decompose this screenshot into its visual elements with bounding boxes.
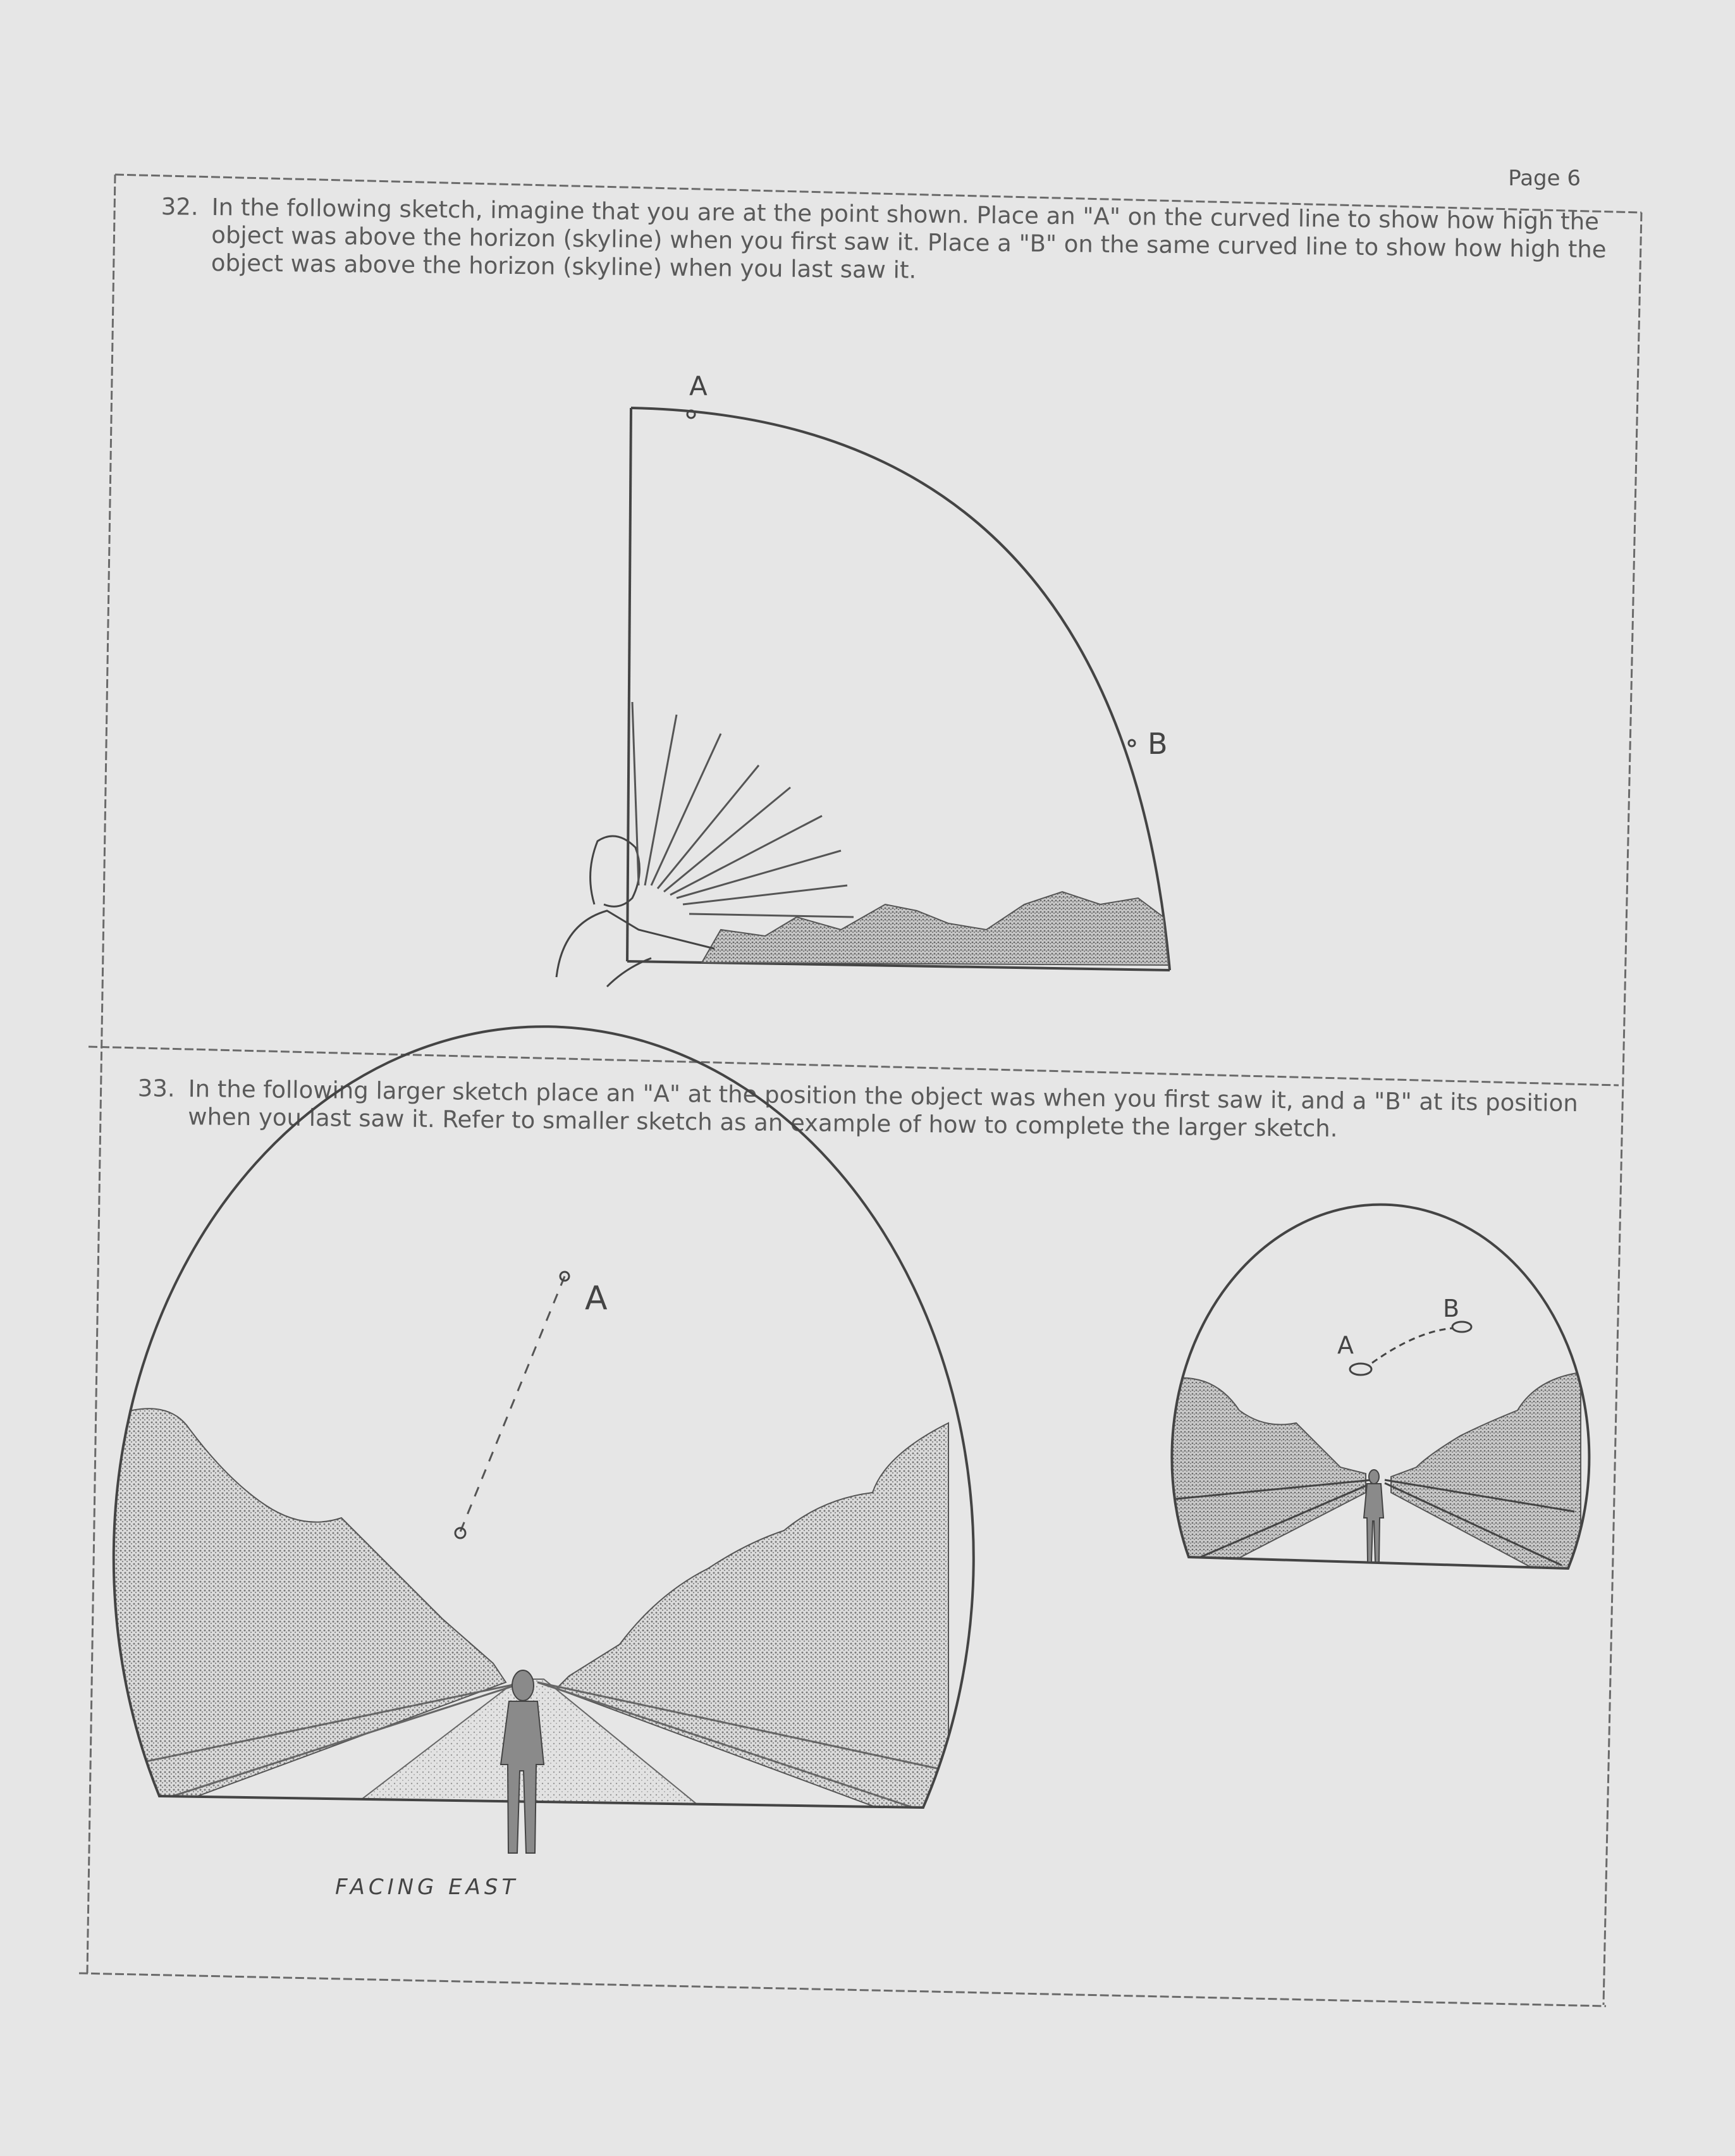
- question-33-number: 33.: [137, 1075, 175, 1102]
- facing-caption: FACING EAST: [335, 1875, 519, 1900]
- page-number: Page 6: [1508, 166, 1581, 191]
- question-32-number: 32.: [161, 193, 199, 221]
- example-man-figure: [1364, 1470, 1383, 1562]
- example-mark-b: B: [1443, 1295, 1460, 1322]
- question-32-text: In the following sketch, imagine that you are at the point shown. Place an "A" on the curved line to show how high the object was above the horizon (skyline) when you first saw it. Place a "B" on the same curved line to show how high the object was above the horizon (skyline) when you last saw it.: [211, 194, 1607, 284]
- example-sighting-a: [1350, 1364, 1371, 1375]
- question-33-text: In the following larger sketch place an "A" at the position the object was when you first saw it, and a "B" at its position when you last saw it. Refer to smaller sketch as an example of how to complete the larger sketch.: [188, 1075, 1578, 1143]
- example-mark-a: A: [1337, 1331, 1354, 1359]
- example-sighting-b: [1452, 1322, 1471, 1332]
- arc-mark-b: B: [1148, 727, 1168, 761]
- example-sighting-path: [1372, 1328, 1453, 1363]
- large-mark-a: A: [585, 1279, 608, 1317]
- arc-mark-a: A: [689, 371, 708, 402]
